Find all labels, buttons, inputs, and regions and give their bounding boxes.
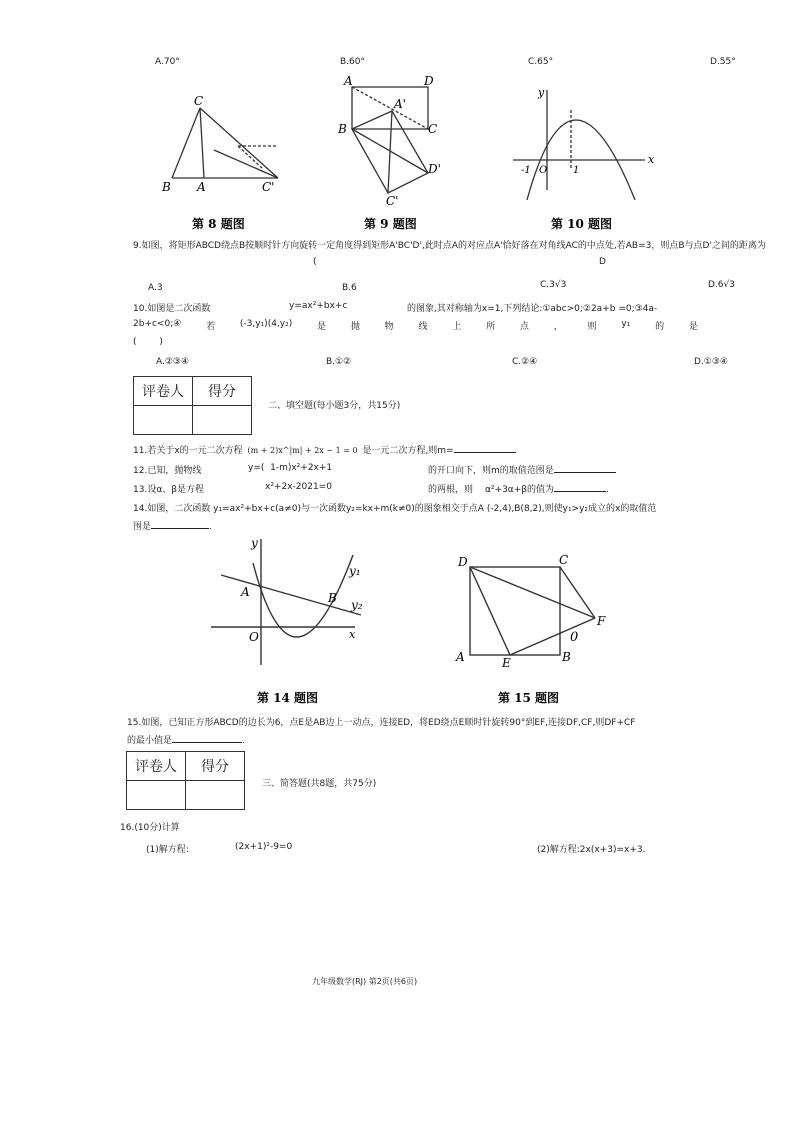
- figure-8: [150, 78, 300, 233]
- fig10-axis-x: x: [648, 153, 655, 166]
- q10-w3: 是: [317, 322, 327, 332]
- score-reviewer-label: 评卷人: [134, 377, 193, 406]
- q10-option-b: B.①②: [326, 357, 352, 367]
- q9-option-c: C.3√3: [540, 280, 567, 290]
- fig9-label-d: D: [424, 75, 434, 88]
- q10-w5: 物: [384, 322, 394, 332]
- q10-line2: [133, 319, 698, 332]
- q10-option-a: A.②③④: [156, 357, 190, 367]
- q12-post: 的开口向下，则m的取值范围是: [428, 463, 616, 476]
- q10-paren: ( ): [133, 337, 163, 347]
- q10-line1: [133, 301, 738, 314]
- fig9-caption: 第 9 题图: [364, 217, 417, 231]
- section-2-title: 二、填空题(每小题3分，共15分): [268, 401, 401, 411]
- q14-line1: 14.如图，二次函数 y₁=ax²+bx+c(a≠0)与一次函数y₂=kx+m(k≠0)的图象相交于点A (-2,4),B(8,2),则使y₁>y₂成立的x的取值范: [133, 504, 657, 514]
- q10-w6: 线: [418, 322, 428, 332]
- figure-9: [330, 75, 465, 235]
- fig9-label-a: A: [344, 75, 353, 88]
- fig15-label-f: F: [597, 614, 606, 628]
- q11-equation: (m + 2)x^|m| + 2x − 1 = 0: [247, 446, 358, 455]
- figure-10: [505, 80, 665, 235]
- score-label-2: 得分: [186, 752, 245, 781]
- q12-pre: 12.已知，抛物线: [133, 466, 202, 476]
- score-label: 得分: [193, 377, 252, 406]
- q9-paren-end: D: [599, 257, 606, 267]
- fig14-label-b: B: [328, 591, 337, 605]
- q9-option-b: B.6: [342, 283, 357, 293]
- q13-expr: α²+3α+β的值为 .: [485, 485, 609, 495]
- fig8-label-b: B: [162, 180, 171, 194]
- q10-line1-b: y=ax²+bx+c: [289, 301, 348, 311]
- fig15-label-a: A: [456, 650, 465, 664]
- q9-text: 9.如图，将矩形ABCD绕点B按顺时针方向旋转一定角度得到矩形A'BC'D',此时点A的对应点A'恰好落在对角线AC的中点处,若AB=3，则点B与点D'之间的距离为: [133, 241, 766, 251]
- q10-line1-a: 10.如图是二次函数: [133, 304, 211, 314]
- fig14-axis-y: y: [251, 536, 258, 550]
- q10-w8: 所: [486, 322, 496, 332]
- q10-w0: 2b+c<0;④: [133, 319, 182, 329]
- fig15-caption: 第 15 题图: [498, 691, 560, 705]
- q16-part2: (2)解方程:2x(x+3)=x+3.: [537, 845, 646, 855]
- q15-answer-blank[interactable]: [172, 742, 242, 743]
- q13: [133, 482, 733, 495]
- fig14-caption: 第 14 题图: [257, 691, 319, 705]
- fig14-label-y1: y₁: [349, 564, 361, 578]
- fig14-label-y2: y₂: [351, 598, 363, 612]
- score-cell-2[interactable]: [186, 781, 245, 810]
- q12: [133, 463, 733, 476]
- q10-w11: 则: [587, 322, 597, 332]
- q13-pre: 13.设α、β是方程: [133, 485, 204, 495]
- fig15-label-b: B: [562, 650, 571, 664]
- q11-answer-blank[interactable]: [454, 452, 516, 453]
- score-reviewer-cell-2[interactable]: [127, 781, 186, 810]
- q10-w10: ，: [553, 322, 563, 332]
- q10-w7: 上: [452, 322, 462, 332]
- q10-w9: 点: [519, 322, 529, 332]
- q10-option-c: C.②④: [512, 357, 538, 367]
- q14-answer-blank[interactable]: [151, 528, 209, 529]
- q10-w1: 若: [206, 322, 216, 332]
- q10-w12: y₁: [621, 319, 631, 329]
- page-footer: 九年级数学(RJ) 第2页(共6页): [312, 977, 418, 986]
- fig15-label-e: E: [502, 656, 511, 670]
- score-cell[interactable]: [193, 406, 252, 435]
- q15-line2: 的最小值是 .: [127, 736, 245, 746]
- fig9-label-d-prime: D': [428, 162, 441, 176]
- fig9-label-c: C: [428, 122, 438, 136]
- fig8-caption: 第 8 题图: [192, 217, 245, 231]
- q10-option-d: D.①③④: [694, 357, 728, 367]
- q13-equation: x²+2x-2021=0: [265, 482, 332, 492]
- q10-w2: (-3,y₁)(4,y₂): [239, 319, 293, 329]
- fig15-label-zero: 0: [570, 630, 579, 645]
- fig10-caption: 第 10 题图: [551, 217, 613, 231]
- fig10-label-o: O: [539, 165, 548, 176]
- q15-line1: 15.如图，已知正方形ABCD的边长为6，点E是AB边上一动点，连接ED，将ED绕点E顺时针旋转90°到EF,连接DF,CF,则DF+CF: [127, 718, 636, 728]
- figure-15: [450, 545, 620, 707]
- q16-part1-label: (1)解方程:: [146, 845, 189, 855]
- q12-equation: y=( 1-m)x²+2x+1: [248, 463, 333, 473]
- q11-post: 是一元二次方程,则m=: [362, 446, 454, 456]
- figure-14: [205, 535, 380, 707]
- fig14-label-a: A: [241, 585, 250, 599]
- q13-mid: 的两根，则: [428, 485, 474, 495]
- q9-option-a: A.3: [148, 283, 163, 293]
- q13-answer-blank[interactable]: [554, 491, 606, 492]
- fig9-label-a-prime: A': [394, 97, 406, 111]
- score-box-2: [126, 751, 245, 810]
- q12-answer-blank[interactable]: [554, 472, 616, 473]
- q14-line2: 围是 .: [133, 522, 212, 532]
- score-reviewer-label-2: 评卷人: [127, 752, 186, 781]
- fig10-axis-y: y: [538, 86, 545, 99]
- fig9-label-c-prime: C': [386, 194, 399, 208]
- q16-part1-equation: (2x+1)²-9=0: [235, 842, 293, 852]
- q9-paren: (: [313, 257, 317, 267]
- score-box-1: [133, 376, 252, 435]
- fig10-label-neg1: -1: [521, 165, 531, 176]
- q10-line1-c: 的图象,其对称轴为x=1,下列结论:①abc>0;②2a+b =0;③4a-: [407, 304, 658, 314]
- q10-w4: 抛: [350, 322, 360, 332]
- q10-w13: 的: [655, 322, 665, 332]
- fig8-label-c: C: [194, 94, 204, 108]
- q7-option-c: C.65°: [528, 57, 554, 67]
- q11-pre: 11.若关于x的一元二次方程: [133, 446, 243, 456]
- fig15-label-c: C: [559, 553, 569, 567]
- fig8-label-c-prime: C': [262, 180, 275, 194]
- q10-w14: 是: [688, 322, 698, 332]
- q16-title: 16.(10分)计算: [120, 823, 180, 833]
- fig10-label-1: 1: [573, 165, 580, 176]
- q9-option-d: D.6√3: [708, 280, 735, 290]
- score-reviewer-cell[interactable]: [134, 406, 193, 435]
- section-3-title: 三、简答题(共8题，共75分): [262, 779, 377, 789]
- fig8-label-a: A: [197, 180, 206, 194]
- q7-option-b: B.60°: [340, 57, 365, 67]
- fig15-label-d: D: [458, 555, 468, 569]
- q7-option-d: D.55°: [710, 57, 736, 67]
- fig14-axis-x: x: [349, 628, 356, 641]
- fig14-label-o: O: [249, 630, 259, 644]
- q7-option-a: A.70°: [155, 57, 180, 67]
- fig9-label-b: B: [338, 122, 347, 136]
- q11: [133, 443, 516, 456]
